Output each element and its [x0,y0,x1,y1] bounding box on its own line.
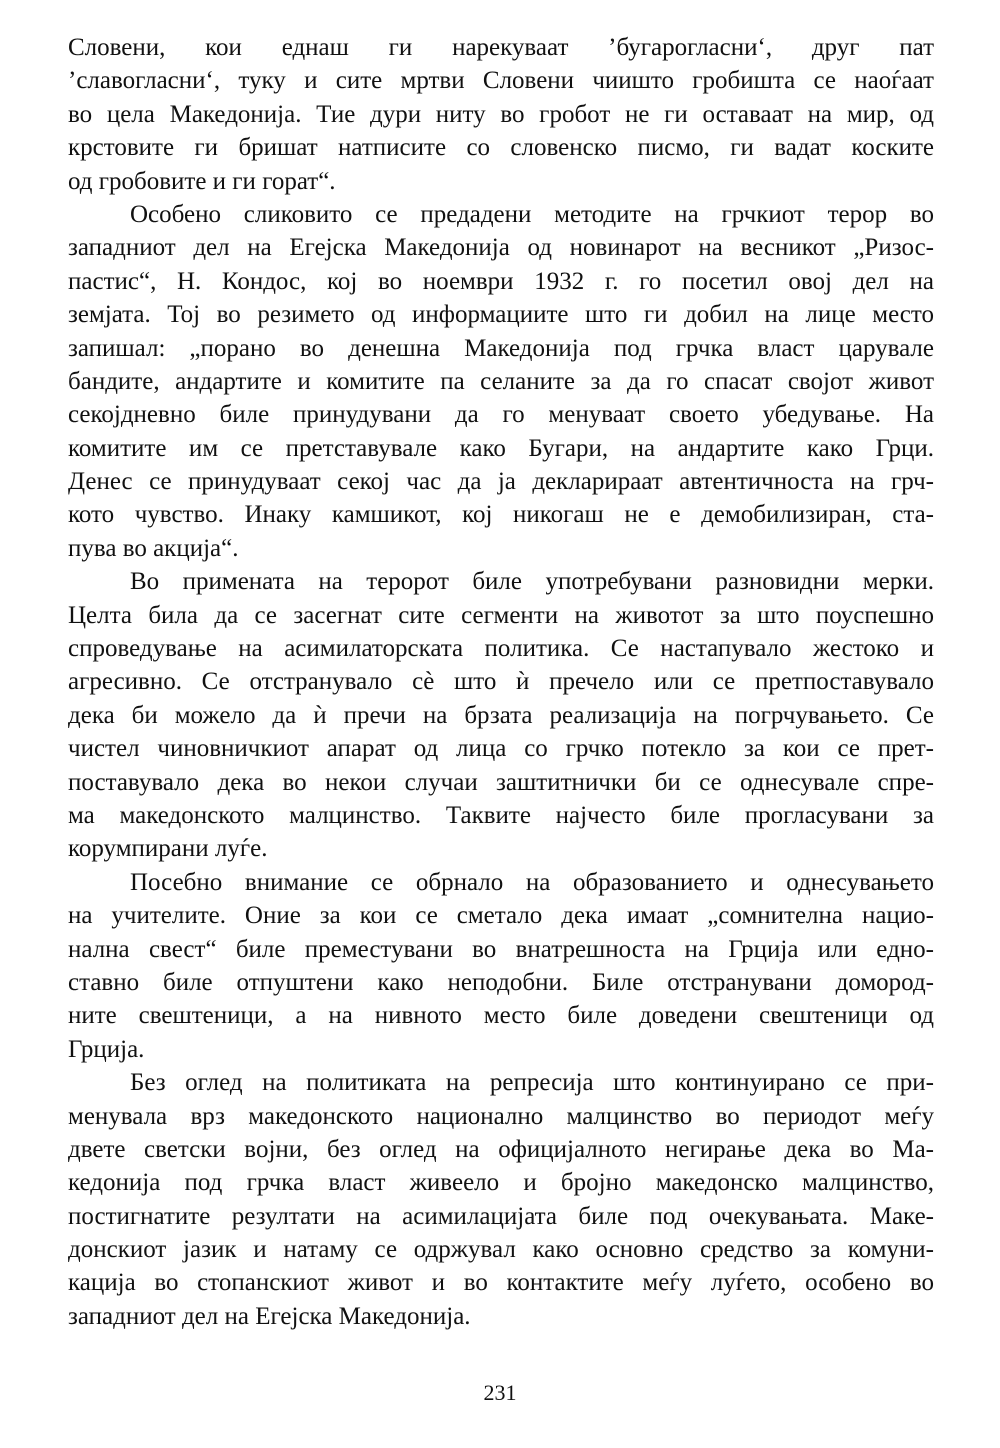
paragraph [68,565,934,866]
text-line: Особено сликовито се предадени методите на грчкиот терор во [130,200,934,228]
page-body [68,31,934,1333]
text-line: кото чувство. Инаку камшикот, кој никогаш не е демобилизиран, ста- [68,501,934,529]
text-line: дека би можело да ѝ пречи на брзата реализација на погрчувањето. Се [68,701,934,729]
text-line: менувала врз македонското национално малцинство во периодот меѓу [68,1102,934,1130]
text-line: запишал: „порано во денешна Македонија под грчка власт царувале [68,334,934,362]
text-line: на учителите. Оние за кои се сметало дека имаат „сомнителна нацио- [68,902,934,930]
page-number: 231 [483,1380,517,1405]
text-line: поставувало дека во некои случаи заштитнички би се однесувале спре- [68,768,934,796]
text-line: постигнатите резултати на асимилацијата биле под очекувањата. Маке- [68,1202,934,1230]
paragraph [68,198,934,565]
text-line: Посебно внимание се обрнало на образованието и однесувањето [130,868,934,896]
text-line: западниот дел на Егејска Македонија од новинарот на весникот „Ризос- [68,234,934,262]
text-line: агресивно. Се отстранувало сѐ што ѝ пречело или се претпоставувало [68,668,934,696]
text-line: ма македонското малцинство. Таквите најчесто биле прогласувани за [68,801,934,829]
text-line: од гробовите и ги горат“. [68,167,336,195]
text-line: Целта била да се засегнат сите сегменти на животот за што поуспешно [68,601,934,629]
text-line: кација во стопанскиот живот и во контактите меѓу луѓето, особено во [68,1269,934,1297]
text-line: Денес се принудуваат секој час да ја декларираат автентичноста на грч- [68,468,934,496]
text-line: нална свест“ биле преместувани во внатрешноста на Грција или едно- [68,935,934,963]
text-line: Без оглед на политиката на репресија што континуирано се при- [130,1069,934,1097]
text-line: спроведување на асимилаторската политика. Се настапувало жестоко и [68,635,934,663]
paragraph [68,1066,934,1333]
text-line: донскиот јазик и натаму се одржувал како основно средство за комуни- [68,1236,934,1264]
paragraph [68,31,934,198]
text-line: пува во акција“. [68,534,239,562]
text-line: бандите, андартите и комитите па селаните за да го спасат својот живот [68,367,934,395]
text-line: ните свештеници, а на нивното место биле доведени свештеници од [68,1002,934,1030]
text-line: западниот дел на Егејска Македонија. [68,1302,471,1330]
text-line: во цела Македонија. Тие дури ниту во гробот не ги оставаат на мир, од [68,100,934,128]
text-line: земјата. Тој во резимето од информациите што ги добил на лице место [68,301,934,329]
text-line: Словени, кои еднаш ги нарекуваат ’бугарогласни‘, друг пат [68,34,934,61]
text-line: кедонија под грчка власт живеело и бројно македонско малцинство, [68,1169,934,1197]
text-line: секојдневно биле принудувани да го менуваат своето убедување. На [68,401,934,429]
text-line: крстовите ги бришат натписите со словенско писмо, ги вадат коските [68,134,934,162]
text-line: комитите им се претставувале како Бугари, на андартите како Грци. [68,434,934,462]
text-line: Грција. [68,1035,145,1063]
text-line: корумпирани луѓе. [68,835,268,863]
text-line: ’славогласни‘, туку и сите мртви Словени чиишто гробишта се наоѓаат [68,67,934,95]
text-line: Во примената на теророт биле употребувани разновидни мерки. [130,568,934,596]
text-line: ставно биле отпуштени како неподобни. Биле отстранувани домород- [68,968,934,996]
paragraph [68,866,934,1066]
text-line: чистел чиновничкиот апарат од лица со грчко потекло за кои се прет- [68,735,934,763]
text-line: двете светски војни, без оглед на официјалното негирање дека во Ма- [68,1135,934,1163]
text-line: пастис“, Н. Кондос, кој во ноември 1932 г. го посетил овој дел на [68,267,934,295]
